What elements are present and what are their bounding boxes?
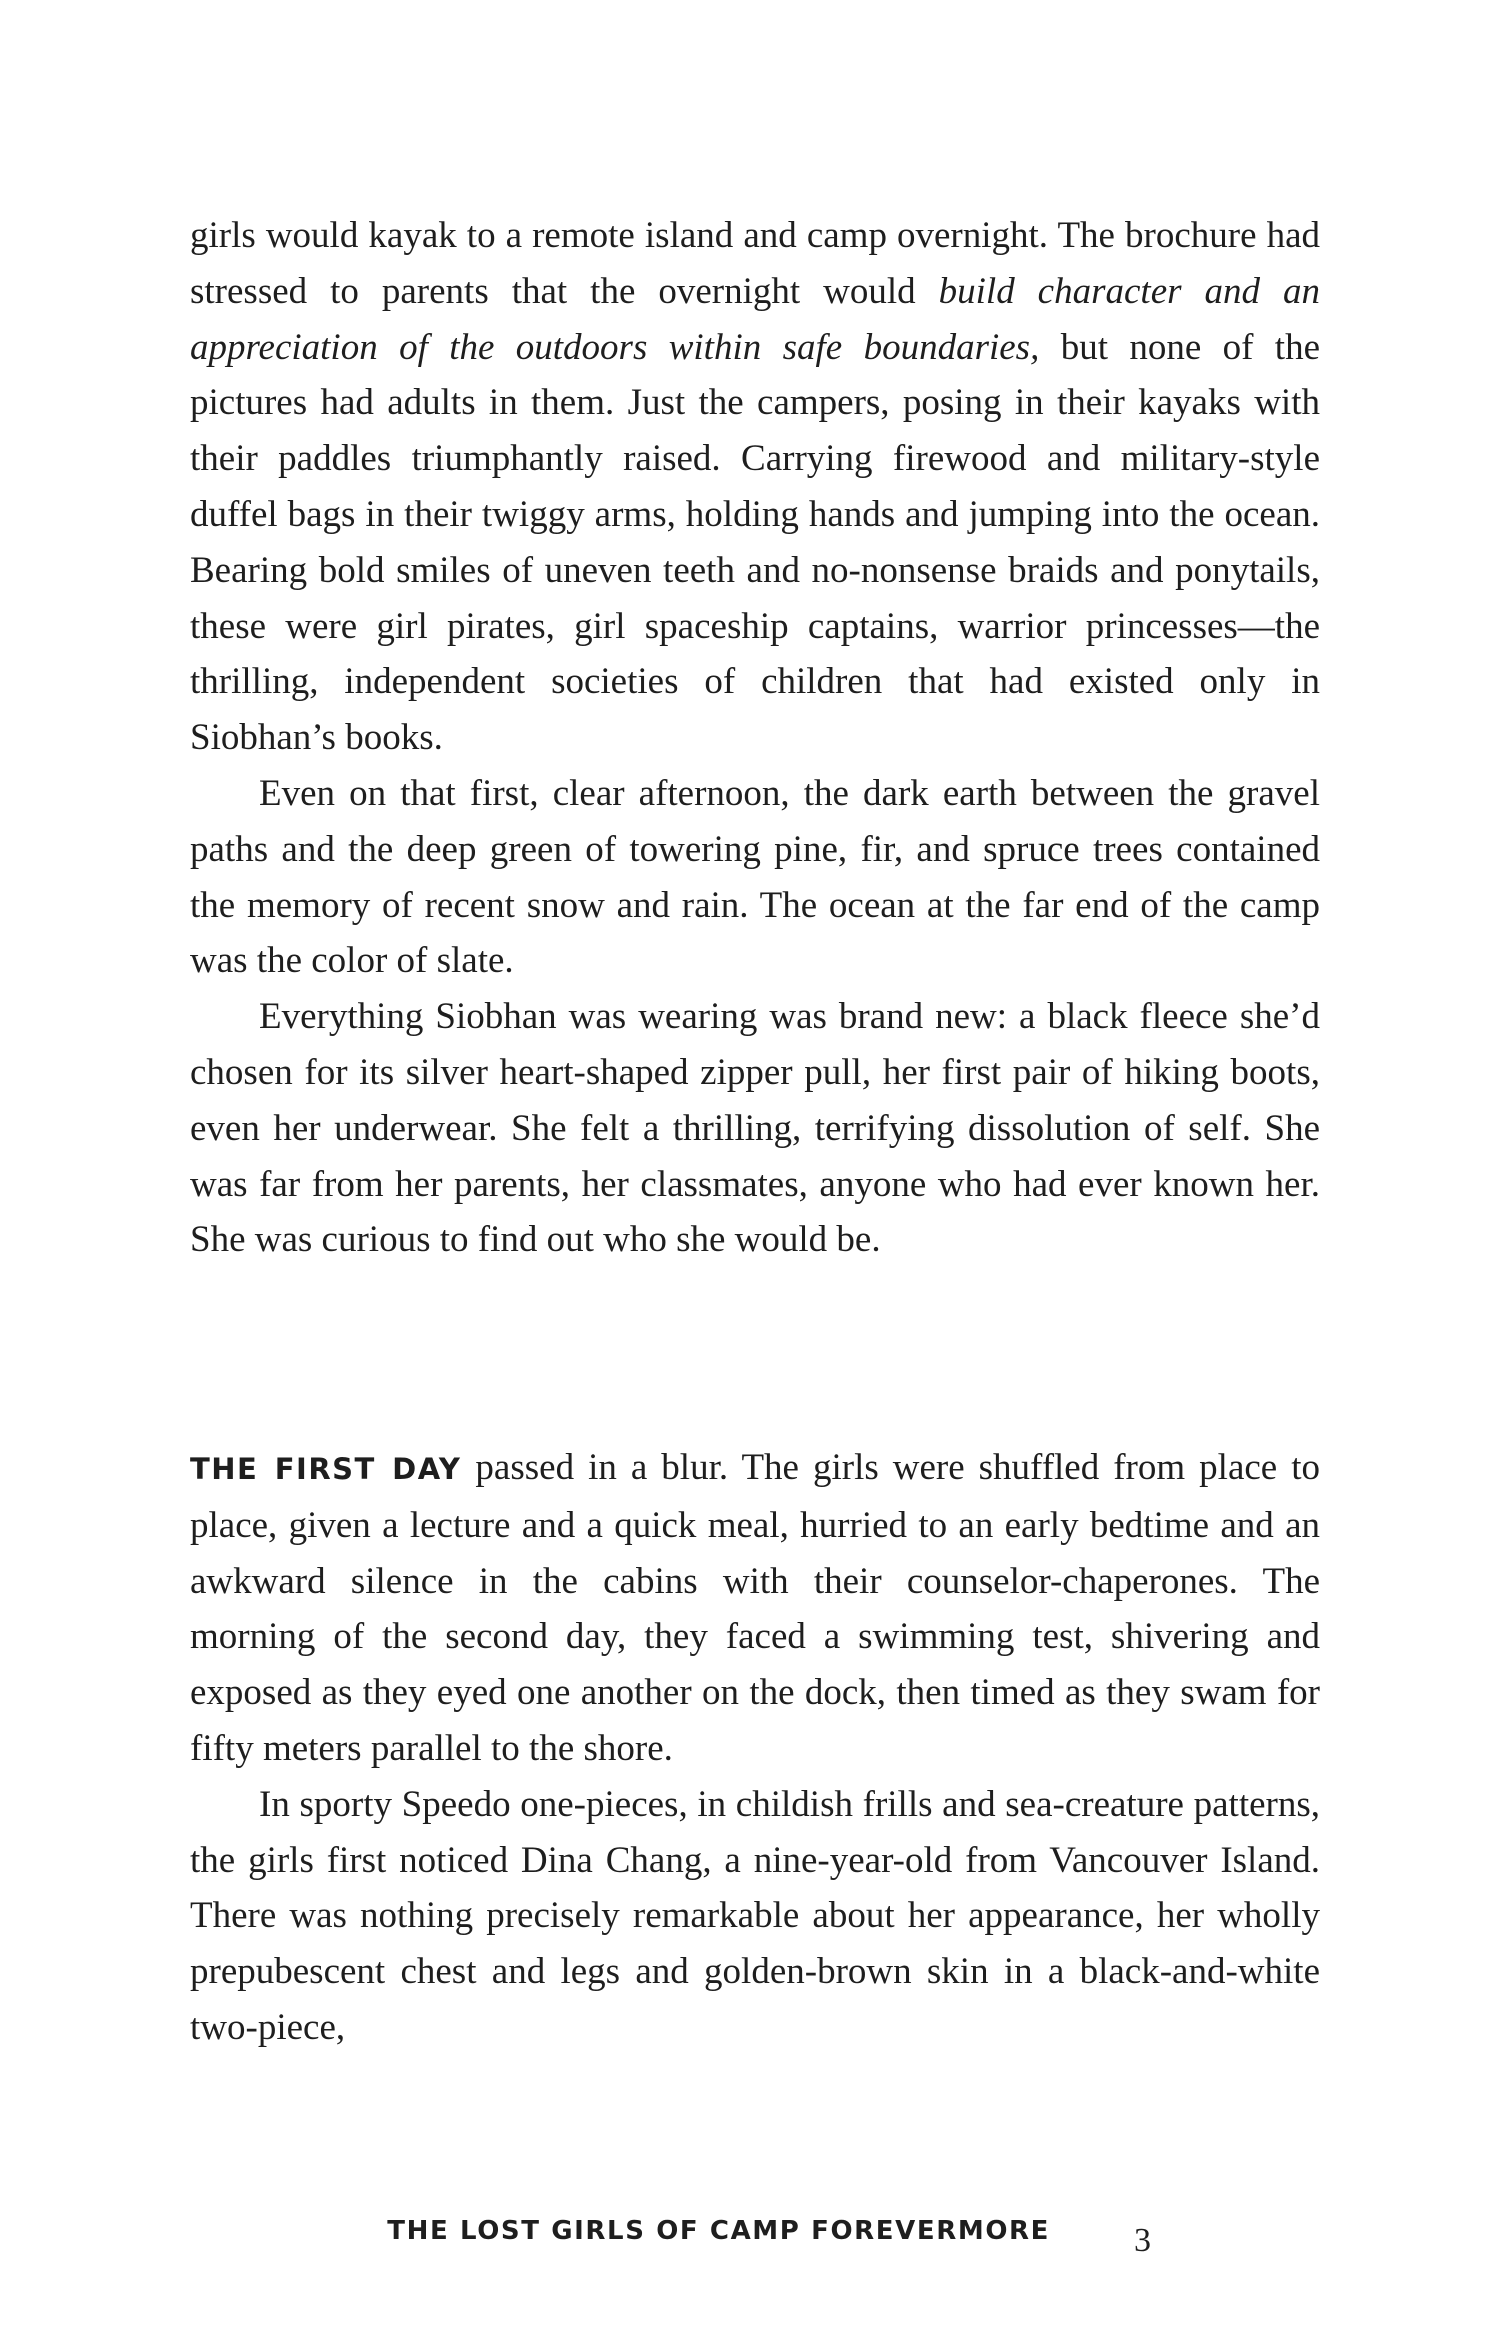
- brochure-quote-italic: build character and an appreciation of the outdoors within safe boundaries,: [190, 270, 1320, 368]
- paragraph-brochure: [190, 208, 1320, 766]
- paragraph-brochure-start: girls would kayak to a remote island and camp overnight. The brochure had stressed to parents that the overnight would: [190, 215, 1320, 312]
- page-footer: [0, 2212, 1500, 2262]
- paragraph-brochure-end: but none of the pictures had adults in them. Just the campers, posing in their kayaks with their paddles triumphantly raised. Carrying firewood and military-style duffel bags in their twiggy arms, holding hands and jumping into the ocean. Bearing bold smiles of uneven teeth and no-nonsense braids and ponytails, these were girl pirates, girl spaceship captains, warrior princesses—the thrilling, independent societies of children that had existed only in Siobhan’s books.: [190, 326, 1321, 759]
- text-block-section-two: [190, 1440, 1320, 2056]
- paragraph-first-afternoon: Even on that first, clear afternoon, the dark earth between the gravel paths and the deep green of towering pine, fir, and spruce trees contained the memory of recent snow and rain. The ocean at the far end of the camp was the color of slate.: [190, 772, 1320, 982]
- paragraph-first-day: [190, 1440, 1320, 1777]
- paragraph-brand-new: Everything Siobhan was wearing was brand new: a black fleece she’d chosen for its silver heart-shaped zipper pull, her first pair of hiking boots, even her underwear. She felt a thrilling, terrifying dissolution of self. She was far from her parents, her classmates, anyone who had ever known her. She was curious to find out who she would be.: [190, 996, 1320, 1261]
- running-title: THE LOST GIRLS OF CAMP FOREVERMORE: [387, 2216, 1050, 2246]
- section-run-in-heading: THE FIRST DAY: [190, 1452, 462, 1486]
- paragraph-speedo: In sporty Speedo one-pieces, in childish frills and sea-creature patterns, the girls first noticed Dina Chang, a nine-year-old from Vancouver Island. There was nothing precisely remarkable about her appearance, her wholly prepubescent chest and legs and golden-brown skin in a black-and-white two-piece,: [190, 1783, 1320, 2048]
- page-number: 3: [1134, 2222, 1151, 2259]
- paragraph-first-day-text: passed in a blur. The girls were shuffled from place to place, given a lecture and a quick meal, hurried to an early bedtime and an awkward silence in the cabins with their counselor-chaperones. The morning of the second day, they faced a swimming test, shivering and exposed as they eyed one another on the dock, then timed as they swam for fifty meters parallel to the shore.: [190, 1447, 1321, 1769]
- text-block-top: [190, 208, 1320, 1268]
